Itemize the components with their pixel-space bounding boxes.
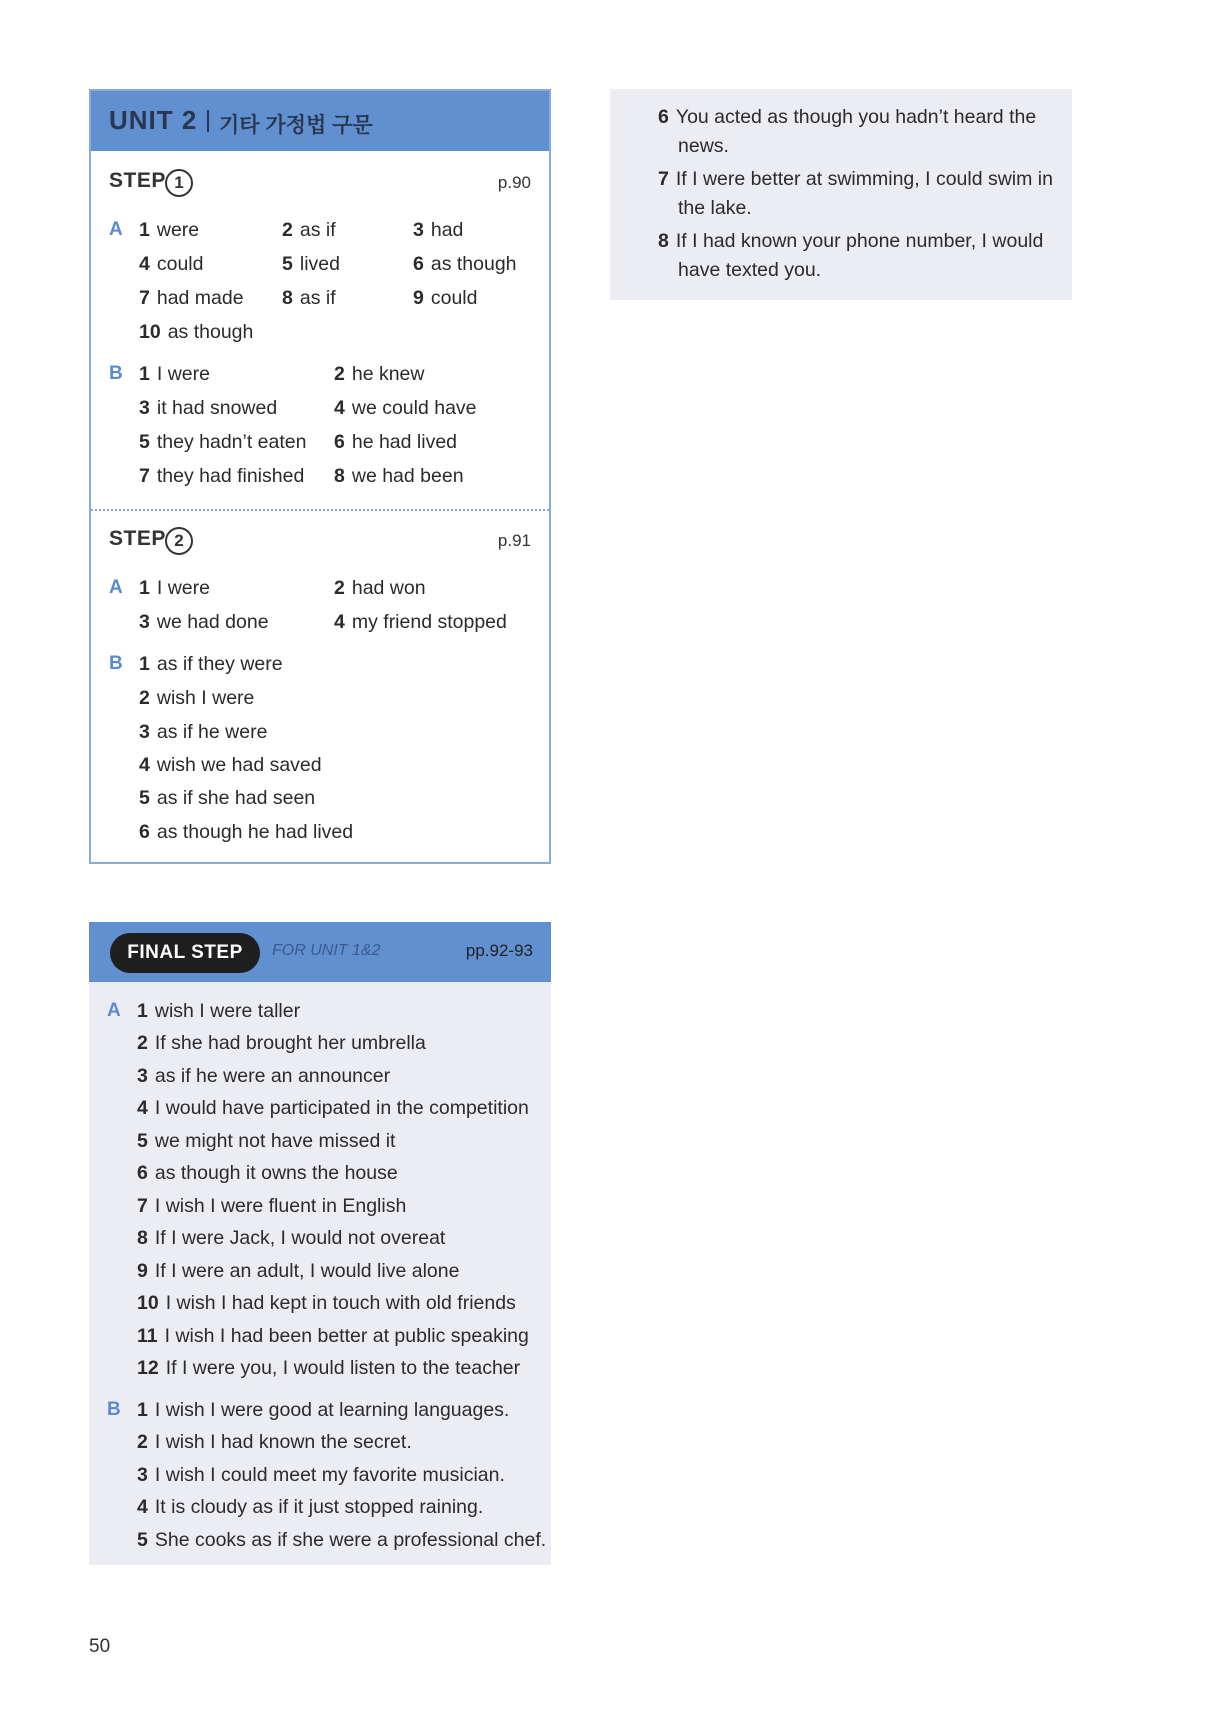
answer-item: 9 could [413, 287, 478, 309]
section-letter: B [109, 363, 123, 384]
unit-subtitle: 기타 가정법 구문 [219, 114, 373, 137]
answer-item: 7 had made [139, 287, 244, 309]
answer-item: 5 lived [282, 253, 340, 275]
page-number: 50 [89, 1636, 111, 1657]
answer-item: 12 If I were you, I would listen to the teacher [137, 1357, 521, 1379]
answer-item: 2 as if [282, 219, 336, 241]
section-letter: B [107, 1399, 121, 1420]
section-letter: A [107, 1000, 121, 1021]
answer-item: 8 If I were Jack, I would not overeat [137, 1227, 446, 1249]
answer-item: 3 as if he were [139, 721, 268, 743]
answer-item: 1 as if they were [139, 653, 283, 675]
answer-item: 6 he had lived [334, 431, 458, 453]
answer-item: 7 If I were better at swimming, I could swim in [658, 168, 1053, 190]
answer-item: 4 we could have [334, 397, 477, 419]
answer-item: 2 I wish I had known the secret. [137, 1431, 412, 1453]
answer-item: 8 If I had known your phone number, I would [658, 230, 1044, 252]
answer-item: 10 I wish I had kept in touch with old friends [137, 1292, 516, 1314]
answer-item: 7 they had finished [139, 465, 305, 487]
answer-item: 2 he knew [334, 363, 425, 385]
answer-item: 8 we had been [334, 465, 464, 487]
section-letter: B [109, 653, 123, 674]
step-label: STEP [109, 169, 166, 192]
answer-item: 5 She cooks as if she were a professional chef. [137, 1529, 547, 1551]
answer-item-continuation: the lake. [678, 197, 752, 219]
answer-item: 8 as if [282, 287, 336, 309]
answer-item: 4 I would have participated in the competition [137, 1097, 529, 1119]
answer-item: 3 we had done [139, 611, 269, 633]
answer-item: 6 as though [413, 253, 517, 275]
page-reference: pp.92-93 [465, 941, 533, 960]
step-label: STEP [109, 527, 166, 550]
answer-item: 1 I were [139, 363, 210, 385]
answer-item: 4 It is cloudy as if it just stopped raining. [137, 1496, 484, 1518]
answer-item: 4 my friend stopped [334, 611, 507, 633]
answer-item: 10 as though [139, 321, 254, 343]
answer-item: 3 I wish I could meet my favorite musician. [137, 1464, 505, 1486]
step-number-badge: 2 [165, 527, 193, 555]
unit-2-answer-box [89, 89, 551, 864]
answer-item: 3 as if he were an announcer [137, 1065, 391, 1087]
unit-title-separator [207, 110, 209, 132]
step-2-heading [109, 527, 529, 557]
answer-item: 1 I wish I were good at learning languages. [137, 1399, 510, 1421]
final-step-label: FINAL STEP [110, 933, 260, 973]
answer-item-continuation: news. [678, 135, 729, 157]
answer-item: 3 had [413, 219, 464, 241]
answer-item: 9 If I were an adult, I would live alone [137, 1260, 460, 1282]
answer-item: 2 had won [334, 577, 426, 599]
answer-item: 6 as though it owns the house [137, 1162, 398, 1184]
answer-item: 5 they hadn’t eaten [139, 431, 307, 453]
answer-item: 4 could [139, 253, 204, 275]
step-1-heading [109, 169, 529, 199]
page-reference: p.90 [497, 173, 531, 192]
continued-answer-box [610, 89, 1072, 300]
answer-item: 1 I were [139, 577, 210, 599]
answer-item: 6 You acted as though you hadn’t heard the [658, 106, 1037, 128]
answer-item: 2 wish I were [139, 687, 255, 709]
answer-item: 7 I wish I were fluent in English [137, 1195, 407, 1217]
answer-item: 11 I wish I had been better at public speaking [137, 1325, 529, 1347]
step-divider [91, 509, 549, 511]
step-number-badge: 1 [165, 169, 193, 197]
unit-header [91, 91, 549, 151]
answer-item-continuation: have texted you. [678, 259, 822, 281]
answer-item: 1 wish I were taller [137, 1000, 301, 1022]
section-letter: A [109, 219, 123, 240]
answer-item: 5 we might not have missed it [137, 1130, 396, 1152]
section-letter: A [109, 577, 123, 598]
page-reference: p.91 [497, 531, 531, 550]
final-step-scope: FOR UNIT 1&2 [272, 942, 381, 959]
unit-title: UNIT 2 [109, 105, 198, 135]
answer-item: 3 it had snowed [139, 397, 278, 419]
answer-item: 1 were [139, 219, 200, 241]
final-step-answer-box [89, 922, 551, 1565]
answer-item: 4 wish we had saved [139, 754, 322, 776]
answer-item: 6 as though he had lived [139, 821, 354, 843]
answer-item: 5 as if she had seen [139, 787, 316, 809]
answer-item: 2 If she had brought her umbrella [137, 1032, 426, 1054]
final-step-header [89, 922, 551, 982]
